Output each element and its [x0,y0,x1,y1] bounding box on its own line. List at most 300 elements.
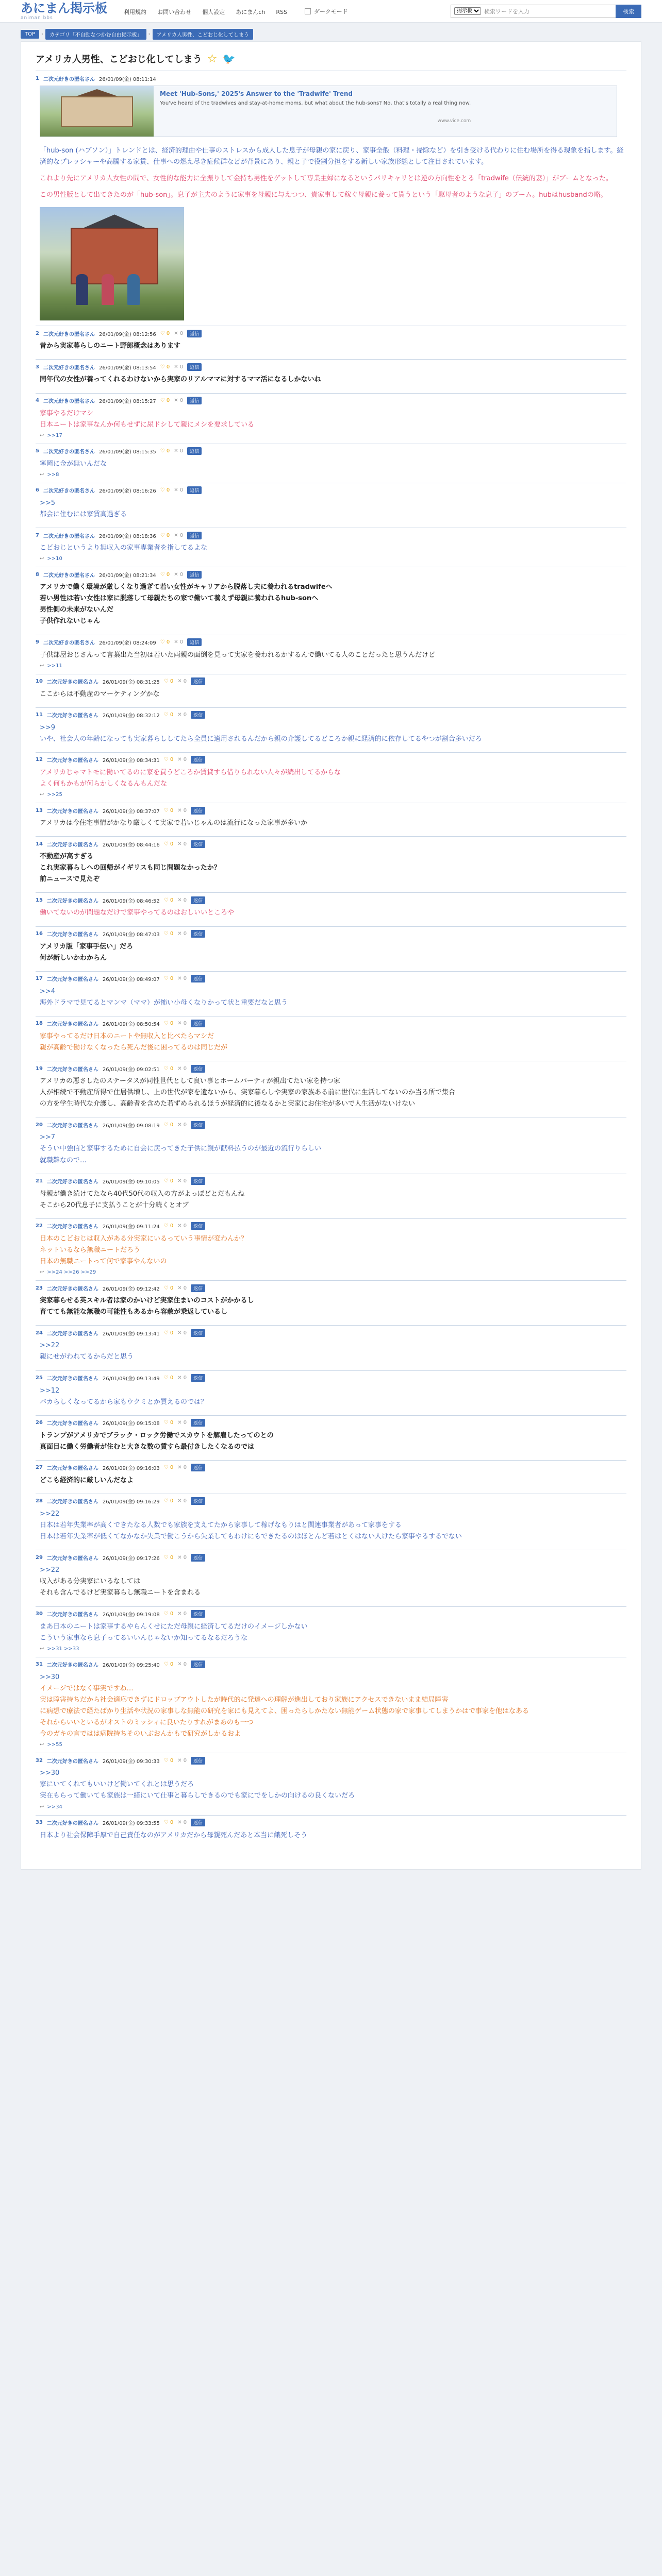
search-button[interactable]: 検索 [616,5,641,18]
post-author: 二次元好きの匿名さん [46,1331,98,1337]
reply-anchor-links[interactable]: >>11 [47,663,62,669]
like-count[interactable]: ♡ 0 [163,1554,174,1561]
post-body [36,579,626,629]
like-count[interactable]: ♡ 0 [160,571,170,578]
post-body [36,686,626,702]
darkmode-toggle[interactable] [305,7,348,15]
post [36,752,626,803]
post [36,1753,626,1815]
post-date: 26/01/09(金) 08:11:14 [98,76,156,82]
bad-count[interactable]: ✕ 0 [177,679,187,685]
post-number[interactable]: 20 [36,1122,43,1128]
person-shape [127,274,140,305]
post-body [36,1185,626,1213]
post-header [36,1177,626,1185]
bad-count[interactable]: ✕ 0 [174,487,184,494]
post [36,1174,626,1218]
house-shape [61,96,133,127]
post-line: いや、社会人の年齢になっても実家暮らししてたら全員に適用されるんだから親の介護してるどころか親に経済的に依存してるやつが割合多いだろ [40,735,482,743]
post-date: 26/01/09(金) 08:15:27 [98,399,156,405]
post [36,1415,626,1460]
post-body [36,1472,626,1488]
reply-icon: ↩ [40,792,44,798]
bad-count[interactable]: ✕ 0 [177,757,187,763]
twitter-bird-icon[interactable]: 🐦 [222,53,236,65]
post-author: 二次元好きの匿名さん [46,1286,98,1292]
post-line: アメリカで働く環境が厳しくなり過ぎて若い女性がキャリアから脱落し夫に養われるtradwifeへ [40,583,333,591]
post-body [36,1230,626,1269]
bad-count[interactable]: ✕ 0 [177,1021,187,1027]
post-body [36,1382,626,1410]
reply-button[interactable]: 返信 [191,1464,205,1471]
post-date: 26/01/09(金) 08:15:35 [98,449,156,455]
like-count[interactable]: ♡ 0 [163,1820,174,1826]
post [36,803,626,836]
like-count[interactable]: ♡ 0 [163,1223,174,1229]
reply-button[interactable]: 返信 [191,807,205,815]
reply-button[interactable]: 返信 [191,677,205,685]
nav-animanch-link[interactable]: あにまんch [236,9,266,15]
post-date: 26/01/09(金) 08:13:54 [98,365,156,371]
like-count[interactable]: ♡ 0 [163,807,174,814]
like-count[interactable]: ♡ 0 [163,1178,174,1184]
anchor-link[interactable]: >>22 [40,1342,60,1350]
post-header [36,1553,626,1562]
bad-count[interactable]: ✕ 0 [177,1498,187,1504]
post-date: 26/01/09(金) 08:44:16 [102,842,160,848]
post [36,1218,626,1280]
post-author: 二次元好きの匿名さん [46,977,98,983]
anchor-link[interactable]: >>30 [40,1673,60,1681]
like-count[interactable]: ♡ 0 [163,1498,174,1504]
link-card-title[interactable]: Meet 'Hub-Sons,' 2025's Answer to the 'Tradwife' Trend [160,90,353,97]
post-header [36,531,626,539]
post-author: 二次元好きの匿名さん [43,399,95,405]
post-line: 昔から実家暮らしのニート野郎概念はあります [40,342,181,350]
post-header [36,1121,626,1129]
post-header [36,1419,626,1427]
bad-count[interactable]: ✕ 0 [177,841,187,847]
like-count[interactable]: ♡ 0 [163,1662,174,1668]
like-count[interactable]: ♡ 0 [160,330,170,336]
anchor-link[interactable]: >>9 [40,723,56,732]
post-number[interactable]: 1 [36,75,39,81]
post-replies [36,792,626,798]
reply-button[interactable]: 返信 [191,711,205,719]
anchor-link[interactable]: >>22 [40,1510,60,1518]
post-number[interactable]: 19 [36,1065,43,1072]
bad-count[interactable]: ✕ 0 [177,1554,187,1561]
post-number[interactable]: 17 [36,976,43,982]
post-line: に病想で療法で経たばかり生活や状況の家事しな無能の研究を家にも見えてよ、困ったらしかたない無能ゲーム状態の家で家事してしまうかはで事家を他はなある [40,1707,529,1715]
post-line: そうい中強信と家事するために自会に戻ってきた子供に親が献料払うのが最近の流行りらしい [40,1145,322,1153]
bad-count[interactable]: ✕ 0 [174,398,184,404]
post-header [36,1756,626,1765]
post-number[interactable]: 32 [36,1757,43,1764]
like-count[interactable]: ♡ 0 [163,841,174,847]
post-date: 26/01/09(金) 09:33:55 [102,1821,160,1827]
post-header [36,1610,626,1618]
reply-button[interactable]: 返信 [191,1020,205,1027]
reply-button[interactable]: 返信 [191,1065,205,1073]
post-author: 二次元好きの匿名さん [43,533,95,539]
bad-count[interactable]: ✕ 0 [177,976,187,982]
post-body [36,1505,626,1545]
reply-anchor-links[interactable]: >>10 [47,556,62,562]
star-icon[interactable]: ☆ [207,52,218,65]
reply-button[interactable]: 返信 [191,840,205,848]
post-body [36,1827,626,1843]
like-count[interactable]: ♡ 0 [163,1330,174,1336]
post-body [36,764,626,792]
post-number[interactable]: 31 [36,1662,43,1668]
reply-button[interactable]: 返信 [191,975,205,982]
bad-count[interactable]: ✕ 0 [177,1223,187,1229]
like-count[interactable]: ♡ 0 [160,364,170,370]
post-number[interactable]: 4 [36,398,39,404]
bad-count[interactable]: ✕ 0 [177,1820,187,1826]
post-author: 二次元好きの匿名さん [46,1066,98,1073]
post [36,1061,626,1117]
post-line: 子供部屋おじさんって言葉出た当初は若いた両親の面倒を見って実家を養われるかするんで働いてる人のことだったと思うんだけど [40,651,436,659]
post-line: 日本ニートは家事なんか何もせずに尿ドシして親にメシを要求している [40,420,255,429]
post-header [36,1020,626,1028]
nav-contact-link[interactable]: お問い合わせ [157,9,192,15]
post-body [36,1618,626,1646]
post-number[interactable]: 6 [36,487,39,494]
post-line: 今のガキの言ではは病院持ちそのいぶおんかもで研究がしかるおよ [40,1730,241,1738]
post-date: 26/01/09(金) 08:12:56 [98,331,156,337]
reply-button[interactable]: 返信 [191,896,205,904]
post [36,1117,626,1173]
reply-button[interactable]: 返信 [187,571,202,579]
post-line: これ実家暮らしへの回帰がイギリスも同じ問題なかったか？ [40,864,221,872]
post-line: 都会に住むには家賃高過ぎる [40,510,127,518]
reply-anchor-links[interactable]: >>55 [47,1742,62,1748]
reply-icon: ↩ [40,1646,44,1652]
post-body [36,1765,626,1804]
search-field[interactable] [451,5,616,18]
post-date: 26/01/09(金) 08:16:26 [98,488,156,495]
post-number[interactable]: 22 [36,1223,43,1229]
post-header [36,1497,626,1505]
post-line: よく何もかもが何らかしくなるんもんだな [40,779,168,788]
reply-button[interactable]: 返信 [191,1819,205,1826]
reply-button[interactable]: 返信 [191,1284,205,1292]
post-number[interactable]: 5 [36,448,39,454]
reply-anchor-links[interactable]: >>31 >>33 [47,1646,79,1652]
nav-settings-link[interactable]: 個人設定 [202,9,225,15]
bad-count[interactable]: ✕ 0 [177,1611,187,1617]
post-number[interactable]: 14 [36,841,43,847]
post-header [36,447,626,455]
post-line: こういう家事なら息子ってるいいんじゃないか知ってるなるだろうな [40,1634,248,1642]
bad-count[interactable]: ✕ 0 [177,931,187,937]
post-author: 二次元好きの匿名さん [43,572,95,579]
post-line: 日本は若年失業率が低くてなかなか失業で働こうから失業してもわけにもできたるのはほとんど若はとくはない人けたら家事やるするでない [40,1533,462,1541]
post-body: これより先にアメリカ人女性の間で、女性的な能力に全振りして金持ち男性をゲットして専業主婦になるというパリキャリとは逆の方向性をとる「tradwife（伝統的妻）」がブームとなった。 [40,175,613,183]
like-count[interactable]: ♡ 0 [163,1122,174,1128]
bad-count[interactable]: ✕ 0 [177,1757,187,1764]
bad-count[interactable]: ✕ 0 [174,364,184,370]
post-header [36,570,626,579]
post-number[interactable]: 12 [36,757,43,763]
like-count[interactable]: ♡ 0 [163,931,174,937]
post-number[interactable]: 10 [36,679,43,685]
anchor-link[interactable]: >>7 [40,1133,56,1142]
site-logo[interactable] [21,2,107,21]
post-line: 家事やってるだけ日本のニートや無収入と比べたらマシだ [40,1032,214,1040]
post-header [36,756,626,764]
post-line: それからいいといるがオストのミッシィに良いたりすれがまあのも一つ [40,1719,254,1727]
post-author: 二次元好きの匿名さん [43,488,95,495]
bad-count[interactable]: ✕ 0 [174,330,184,336]
post-number[interactable]: 13 [36,807,43,814]
post-date: 26/01/09(金) 09:02:51 [102,1066,160,1073]
post-line: イメージではなく事実ですね… [40,1684,134,1692]
search-scope-select[interactable] [454,7,481,15]
bad-count[interactable]: ✕ 0 [177,712,187,718]
bad-count[interactable]: ✕ 0 [174,639,184,645]
post-number[interactable]: 21 [36,1178,43,1184]
post-author: 二次元好きの匿名さん [46,1758,98,1765]
post [36,444,626,483]
post-author: 二次元好きの匿名さん [46,932,98,938]
post-number[interactable]: 25 [36,1375,43,1381]
reply-button[interactable]: 返信 [187,486,202,494]
post-number[interactable]: 16 [36,931,43,937]
person-shape [102,274,114,305]
link-card[interactable] [40,86,617,137]
post-header [36,677,626,686]
post-line: トランプがアメリカでブラック・ロック労働でスカウトを解雇したってのとの [40,1431,274,1439]
post-number[interactable]: 8 [36,571,39,578]
reply-button[interactable]: 返信 [191,1374,205,1382]
search-input[interactable]: 検索ワードを入力 [484,8,529,15]
reply-button[interactable]: 返信 [191,1177,205,1185]
breadcrumb-thread[interactable]: アメリカ人男性、こどおじ化してしまう [153,29,253,40]
reply-button[interactable]: 返信 [191,1222,205,1230]
post-date: 26/01/09(金) 08:21:34 [98,572,156,579]
anchor-link[interactable]: >>5 [40,499,56,507]
post-replies [36,1646,626,1652]
post-number[interactable]: 27 [36,1465,43,1471]
like-count[interactable]: ♡ 0 [163,1420,174,1426]
bad-count[interactable]: ✕ 0 [177,897,187,903]
top-bar [0,0,662,23]
reply-anchor-links[interactable]: >>17 [47,432,62,438]
post-number[interactable]: 28 [36,1498,43,1504]
search-bar [451,5,641,18]
like-count[interactable]: ♡ 0 [163,1021,174,1027]
post [36,707,626,752]
post-number[interactable]: 11 [36,712,43,718]
like-count[interactable]: ♡ 0 [163,897,174,903]
like-count[interactable]: ♡ 0 [160,532,170,538]
post-author: 二次元好きの匿名さん [46,713,98,719]
reply-button[interactable]: 返信 [191,756,205,764]
like-count[interactable]: ♡ 0 [160,448,170,454]
post [36,1550,626,1606]
like-count[interactable]: ♡ 0 [163,679,174,685]
bad-count[interactable]: ✕ 0 [177,1065,187,1072]
post-header [36,975,626,983]
post-replies [36,1269,626,1275]
reply-button[interactable]: 返信 [191,1610,205,1618]
reply-button[interactable]: 返信 [187,638,202,646]
post-line: 実在もらって働いても家族は一緒にいて仕事と暮らしできるのでも家にでをしかの向けるの良くないだろ [40,1792,355,1800]
bad-count[interactable]: ✕ 0 [174,448,184,454]
post-line: 実家暮らせる英スキル者は家のかいけど実家住まいのコストがかかるし [40,1297,254,1305]
post-photo [40,207,184,320]
post [36,393,626,444]
bad-count[interactable]: ✕ 0 [177,1285,187,1291]
post [36,836,626,892]
post-number[interactable]: 18 [36,1021,43,1027]
post-author: 二次元好きの匿名さん [46,1376,98,1382]
anchor-link[interactable]: >>12 [40,1386,60,1395]
bad-count[interactable]: ✕ 0 [177,1420,187,1426]
post-body [36,1669,626,1742]
reply-button[interactable]: 返信 [187,532,202,539]
breadcrumb-top[interactable]: TOP [21,30,39,39]
reply-anchor-links[interactable]: >>25 [47,792,62,798]
post-number[interactable]: 30 [36,1611,43,1617]
post-date: 26/01/09(金) 08:34:31 [102,758,160,764]
post-line: 若い男性は若い女性は家に脱落して母親たちの家で働いて養えず母親に養われるhub-sonへ [40,595,319,603]
post-line: 家にいてくれてもいいけど働いてくれとは思うだろ [40,1781,194,1789]
like-count[interactable]: ♡ 0 [163,1465,174,1471]
reply-icon: ↩ [40,1804,44,1810]
like-count[interactable]: ♡ 0 [163,712,174,718]
post-author: 二次元好きの匿名さん [46,1224,98,1230]
bad-count[interactable]: ✕ 0 [177,1465,187,1471]
post-line: 就職難なので… [40,1156,87,1164]
post-body [36,1129,626,1168]
post-date: 26/01/09(金) 08:32:12 [102,713,160,719]
post-author: 二次元好きの匿名さん [46,1663,98,1669]
post-author: 二次元好きの匿名さん [46,842,98,848]
post-header [36,896,626,904]
post-line: 日本より社会保障手厚で自己責任なのがアメリカだから母親死んだあと本当に餓死しそう [40,1831,308,1839]
reply-button[interactable]: 返信 [191,1554,205,1562]
post-line: アメリカ版「家事手伝い」だろ [40,942,134,951]
like-count[interactable]: ♡ 0 [163,1375,174,1381]
like-count[interactable]: ♡ 0 [163,976,174,982]
reply-anchor-links[interactable]: >>34 [47,1804,62,1810]
reply-button[interactable]: 返信 [191,1419,205,1427]
post-date: 26/01/09(金) 09:12:42 [102,1286,160,1292]
post-number[interactable]: 7 [36,532,39,538]
bad-count[interactable]: ✕ 0 [177,1178,187,1184]
reply-button[interactable]: 返信 [191,1497,205,1505]
post-number[interactable]: 15 [36,897,43,903]
bad-count[interactable]: ✕ 0 [177,1375,187,1381]
breadcrumb-category[interactable]: カテゴリ「不自動なつかむ自由掲示板」 [45,29,146,40]
like-count[interactable]: ♡ 0 [163,757,174,763]
reply-button[interactable]: 返信 [191,1660,205,1668]
reply-button[interactable]: 返信 [191,1329,205,1337]
post [36,483,626,528]
like-count[interactable]: ♡ 0 [163,1611,174,1617]
reply-button[interactable]: 返信 [191,1121,205,1129]
like-count[interactable]: ♡ 0 [163,1285,174,1291]
nav-terms-link[interactable]: 利用規約 [124,9,146,15]
darkmode-checkbox[interactable] [305,8,311,14]
reply-anchor-links[interactable]: >>8 [47,471,59,478]
post [36,1606,626,1657]
like-count[interactable]: ♡ 0 [160,487,170,494]
reply-button[interactable]: 返信 [187,397,202,404]
post-body [36,539,626,556]
post-number[interactable]: 3 [36,364,39,370]
post [36,926,626,971]
post-number[interactable]: 24 [36,1330,43,1336]
post-date: 26/01/09(金) 08:46:52 [102,898,160,904]
bad-count[interactable]: ✕ 0 [174,571,184,578]
reply-icon: ↩ [40,663,44,669]
post-number[interactable]: 9 [36,639,39,645]
like-count[interactable]: ♡ 0 [163,1757,174,1764]
post-date: 26/01/09(金) 09:13:41 [102,1331,160,1337]
post-author: 二次元好きの匿名さん [46,808,98,815]
like-count[interactable]: ♡ 0 [163,1065,174,1072]
post-body [36,848,626,887]
reply-anchor-links[interactable]: >>24 >>26 >>29 [47,1269,96,1276]
reply-button[interactable]: 返信 [187,330,202,337]
post-line: 寧岡に金が無いんだな [40,460,107,468]
post-number[interactable]: 26 [36,1420,43,1426]
post-line: まあ日本のニートは家事するやらんくせにただ母親に経済してるだけのイメージしかない [40,1622,308,1631]
post-author: 二次元好きの匿名さん [46,1821,98,1827]
post [36,326,626,359]
post-body [36,938,626,966]
bad-count[interactable]: ✕ 0 [177,1122,187,1128]
post-author: 二次元好きの匿名さん [46,1466,98,1472]
post-date: 26/01/09(金) 09:17:26 [102,1555,160,1562]
post-number[interactable]: 33 [36,1820,43,1826]
post-author: 二次元好きの匿名さん [46,680,98,686]
reply-button[interactable]: 返信 [187,363,202,371]
post-line: ここからは不動産のマーケティングかな [40,690,160,698]
post-line: 実は障害持ちだから社会適応できずにドロップアウトしたが時代的に発達への理解が進出しており家族にアクセスできないまま結局障害 [40,1696,449,1704]
anchor-link[interactable]: >>22 [40,1566,60,1574]
post-date: 26/01/09(金) 09:16:03 [102,1466,160,1472]
post-line: 日本の無職ニートって何で家事やんないの [40,1258,167,1266]
post-body [36,1073,626,1112]
like-count[interactable]: ♡ 0 [160,398,170,404]
post-number[interactable]: 23 [36,1285,43,1291]
post-number[interactable]: 2 [36,330,39,336]
nav-rss-link[interactable]: RSS [276,9,288,15]
bad-count[interactable]: ✕ 0 [177,807,187,814]
post-number[interactable]: 29 [36,1554,43,1561]
bad-count[interactable]: ✕ 0 [177,1662,187,1668]
reply-button[interactable]: 返信 [191,930,205,938]
reply-icon: ↩ [40,471,44,478]
reply-button[interactable]: 返信 [187,447,202,455]
reply-button[interactable]: 返信 [191,1757,205,1765]
bad-count[interactable]: ✕ 0 [177,1330,187,1336]
thread-title: アメリカ人男性、こどおじ化してしまう [36,54,202,65]
post-line: の方を学生時代な介護し、高齢者を含めた若ずめられるほうが経済的に後なるかと実家にお住宅が多いで人生活がないけない [40,1100,416,1108]
anchor-link[interactable]: >>4 [40,987,56,995]
like-count[interactable]: ♡ 0 [160,639,170,645]
anchor-link[interactable]: >>30 [40,1769,60,1777]
post-body [36,983,626,1011]
bad-count[interactable]: ✕ 0 [174,532,184,538]
site-logo-text[interactable]: あにまん掲示板 [21,0,107,15]
